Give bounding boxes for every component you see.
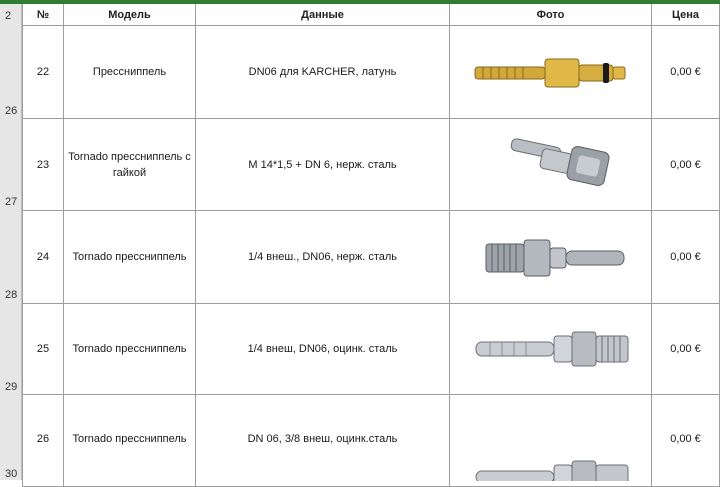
row-number[interactable]: 30 <box>5 468 18 480</box>
cell-num[interactable]: 24 <box>22 211 64 304</box>
cell-data-text: DN 06, 3/8 внеш, оцинк.сталь <box>247 433 398 445</box>
cell-photo[interactable] <box>450 304 652 395</box>
cell-photo[interactable] <box>450 26 652 119</box>
cell-num[interactable]: 22 <box>22 26 64 119</box>
cell-model-text: Tornado прессниппель <box>72 433 187 445</box>
header-model: Модель <box>64 4 196 26</box>
zinc-threaded-nipple-photo <box>466 324 636 374</box>
cell-data[interactable] <box>196 395 450 487</box>
row-number[interactable]: 26 <box>5 105 18 117</box>
header-data: Данные <box>196 4 450 26</box>
cell-model[interactable] <box>64 395 196 487</box>
header-price: Цена <box>652 4 720 26</box>
steel-nipple-with-nut-photo <box>471 135 631 195</box>
cell-model[interactable]: Tornado прессниппель <box>64 304 196 395</box>
cell-num[interactable]: 23 <box>22 119 64 211</box>
cell-data[interactable]: 1/4 внеш, DN06, оцинк. сталь <box>196 304 450 395</box>
cell-price[interactable]: 0,00 € <box>652 119 720 211</box>
header-photo: Фото <box>450 4 652 26</box>
row-number-gutter <box>0 4 22 480</box>
cell-num-text: 26 <box>36 433 50 445</box>
cell-photo[interactable] <box>450 395 652 487</box>
cell-price[interactable]: 0,00 € <box>652 304 720 395</box>
row-number[interactable]: 29 <box>5 381 18 393</box>
header-num: № <box>22 4 64 26</box>
row-number-header[interactable]: 2 <box>5 10 12 22</box>
row-number[interactable]: 27 <box>5 196 18 208</box>
cell-model[interactable]: Пресcниппель <box>64 26 196 119</box>
cell-data[interactable]: M 14*1,5 + DN 6, нерж. сталь <box>196 119 450 211</box>
cell-data[interactable]: DN06 для KARCHER, латунь <box>196 26 450 119</box>
cell-price[interactable]: 0,00 € <box>652 26 720 119</box>
cell-photo[interactable] <box>450 211 652 304</box>
cell-data[interactable]: 1/4 внеш., DN06, нерж. сталь <box>196 211 450 304</box>
cell-price[interactable] <box>652 395 720 487</box>
steel-threaded-nipple-photo <box>466 232 636 282</box>
cell-num[interactable]: 25 <box>22 304 64 395</box>
row-number[interactable]: 28 <box>5 289 18 301</box>
cell-num[interactable] <box>22 395 64 487</box>
cell-model[interactable]: Tornado прессниппель <box>64 211 196 304</box>
cell-photo[interactable] <box>450 119 652 211</box>
cell-model[interactable]: Tornado прессниппель с гайкой <box>64 119 196 211</box>
cell-price[interactable]: 0,00 € <box>652 211 720 304</box>
cell-price-text: 0,00 € <box>670 433 701 445</box>
brass-karcher-nipple-photo <box>471 47 631 97</box>
zinc-threaded-nipple-photo <box>466 457 636 481</box>
